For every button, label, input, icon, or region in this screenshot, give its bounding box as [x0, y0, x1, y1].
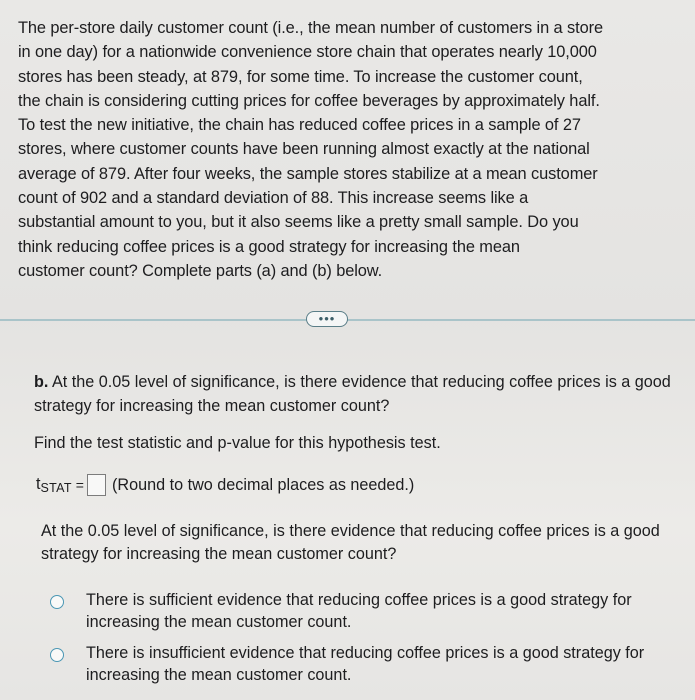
problem-statement: The per-store daily customer count (i.e., the mean number of customers in a store in one day) for a nationwide convenience store chain that operates nearly 10,000 stores has been steady, at 879, for some time. To increase the customer count, the chain is considering cutting prices for coffee beverages by approximately half. To test the new initiative, the chain has reduced coffee prices in a sample of 27 stores, where customer counts have been running almost exactly at the national average of 879. After four weeks, the sample stores stabilize at a mean customer count of 902 and a standard deviation of 88. This increase seems like a substantial amount to you, but it also seems like a pretty small sample. Do you think reducing coffee prices is a good strategy for increasing the mean customer count? Complete parts (a) and (b) below. — [18, 19, 603, 280]
instruction-text: Find the test statistic and p-value for this hypothesis test. — [34, 434, 441, 452]
part-b-prompt — [34, 371, 674, 418]
option-insufficient-evidence[interactable] — [50, 643, 646, 686]
tstat-answer-input[interactable] — [87, 474, 106, 496]
option-label: There is sufficient evidence that reducing coffee prices is a good strategy for increasing the mean customer count. — [86, 591, 632, 631]
expand-more-button[interactable]: ••• — [306, 311, 348, 327]
part-b-label: b. — [34, 373, 49, 391]
radio-button[interactable] — [50, 648, 64, 662]
part-b-text: At the 0.05 level of significance, is there evidence that reducing coffee prices is a good strategy for increasing the mean customer count? — [34, 373, 671, 415]
significance-question: At the 0.05 level of significance, is there evidence that reducing coffee prices is a good strategy for increasing the mean customer count? — [41, 522, 660, 563]
tstat-subscript: STAT — [40, 481, 72, 495]
option-sufficient-evidence[interactable] — [50, 590, 646, 633]
tstat-label — [36, 475, 72, 495]
equals-sign: = — [75, 477, 84, 493]
tstat-symbol: t — [36, 475, 41, 493]
option-label: There is insufficient evidence that reducing coffee prices is a good strategy for increasing the mean customer count. — [86, 644, 645, 684]
rounding-hint: (Round to two decimal places as needed.) — [111, 475, 415, 494]
tstat-row — [36, 474, 414, 496]
radio-button[interactable] — [50, 595, 64, 609]
